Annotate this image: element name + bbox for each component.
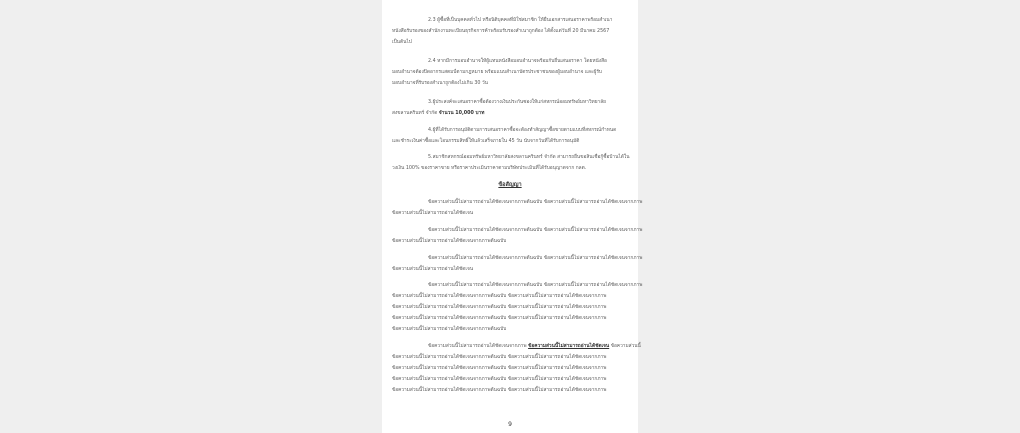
text-line: ข้อความส่วนนี้ไม่สามารถอ่านได้ชัดเจนจากภาพต้นฉบับ ข้อความส่วนนี้ไม่สามารถอ่านได้ชัดเจนจากภาพ xyxy=(392,305,607,310)
paragraph-5 xyxy=(392,152,628,174)
text-line: และชำระเงินค่าซื้อและโอนกรรมสิทธิ์ให้แล้วเสร็จภายใน 45 วัน นับจากวันที่ได้รับการอนุมัติ xyxy=(392,139,580,144)
deposit-amount: จำนวน 10,000 บาท xyxy=(438,111,485,116)
paragraph-9 xyxy=(392,280,643,335)
text-line: ข้อความส่วนนี้ไม่สามารถอ่านได้ชัดเจนจากภาพต้นฉบับ ข้อความส่วนนี้ไม่สามารถอ่านได้ชัดเจนจากภาพ xyxy=(392,388,607,393)
emphasis-span: ข้อความส่วนนี้ไม่สามารถอ่านได้ชัดเจน xyxy=(528,344,610,349)
paragraph-10 xyxy=(392,341,641,396)
paragraph-3 xyxy=(392,97,628,119)
text-line: วงเงิน 100% ของราคาขาย หรือราคาประเมินราคาตามบริษัทประเมินที่ได้รับอนุญาตจาก กลต. xyxy=(392,166,587,171)
document-page xyxy=(382,0,643,433)
text-line xyxy=(392,108,628,119)
text-line: ข้อความส่วนนี้ไม่สามารถอ่านได้ชัดเจนจากภาพต้นฉบับ ข้อความส่วนนี้ไม่สามารถอ่านได้ชัดเจนจากภาพ xyxy=(392,366,607,371)
text-line: ข้อความส่วนนี้ไม่สามารถอ่านได้ชัดเจน xyxy=(392,211,474,216)
paragraph-2-3 xyxy=(392,15,628,48)
paragraph-8 xyxy=(392,253,643,275)
text-span: ข้อความส่วนนี้ไม่สามารถอ่านได้ชัดเจนจากภาพ xyxy=(428,344,527,349)
text-line: ข้อความส่วนนี้ไม่สามารถอ่านได้ชัดเจนจากภาพต้นฉบับ ข้อความส่วนนี้ไม่สามารถอ่านได้ชัดเจนจากภาพ xyxy=(428,283,643,288)
text-line: 5.สมาชิกสหกรณ์ออมทรัพย์มหาวิทยาลัยสงขลานครินทร์ จำกัด สามารถยื่นขอสินเชื่อกู้ซื้อบ้านได้ใน xyxy=(428,155,630,160)
text-line: ข้อความส่วนนี้ไม่สามารถอ่านได้ชัดเจนจากภาพต้นฉบับ ข้อความส่วนนี้ไม่สามารถอ่านได้ชัดเจนจากภาพ xyxy=(428,200,643,205)
paragraph-2-4 xyxy=(392,56,628,89)
text-line: 2.4 หากมีการมอบอำนาจให้ผู้แทนหนังสือมอบอำนาจพร้อมกับยื่นเสนอราคา โดยหนังสือ xyxy=(428,59,607,64)
text-line: ข้อความส่วนนี้ไม่สามารถอ่านได้ชัดเจนจากภาพต้นฉบับ ข้อความส่วนนี้ไม่สามารถอ่านได้ชัดเจนจากภาพ xyxy=(428,256,643,261)
text-line: เป็นต้นไป xyxy=(392,40,412,45)
text-span: ข้อความส่วนนี้ xyxy=(610,344,641,349)
text-line: 3.ผู้ประสงค์จะเสนอราคาซื้อต้องวางเงินประกันซองให้แก่สหกรณ์ออมทรัพย์มหาวิทยาลัย xyxy=(428,100,606,105)
text-line: 4.ผู้ที่ได้รับการอนุมัติตามการเสนอราคาซื้อจะต้องทำสัญญาซื้อขายตามแบบที่สหกรณ์กำหนด xyxy=(428,128,617,133)
text-line: ข้อความส่วนนี้ไม่สามารถอ่านได้ชัดเจน xyxy=(392,267,474,272)
text-line: ข้อความส่วนนี้ไม่สามารถอ่านได้ชัดเจนจากภาพต้นฉบับ ข้อความส่วนนี้ไม่สามารถอ่านได้ชัดเจนจากภาพ xyxy=(392,294,607,299)
text-line: หนังสือรับรองของสำนักงานทะเบียนธุรกิจการค้าพร้อมรับรองสำเนาถูกต้อง ได้ตั้งแต่วันที่ 20 มีนาคม 2567 xyxy=(392,29,610,34)
text-line: ข้อความส่วนนี้ไม่สามารถอ่านได้ชัดเจนจากภาพต้นฉบับ ข้อความส่วนนี้ไม่สามารถอ่านได้ชัดเจนจากภาพ xyxy=(392,377,607,382)
text-line: ข้อความส่วนนี้ไม่สามารถอ่านได้ชัดเจนจากภาพต้นฉบับ ข้อความส่วนนี้ไม่สามารถอ่านได้ชัดเจนจากภาพ xyxy=(392,355,607,360)
paragraph-4 xyxy=(392,125,628,147)
section-heading: ข้อสัญญา xyxy=(498,182,522,188)
text-span: สงขลานครินทร์ จำกัด xyxy=(392,111,438,116)
paragraph-7 xyxy=(392,225,643,247)
text-line xyxy=(392,341,641,352)
text-line: ข้อความส่วนนี้ไม่สามารถอ่านได้ชัดเจนจากภาพต้นฉบับ xyxy=(392,327,507,332)
text-line: มอบอำนาจที่รับรองสำเนาถูกต้องไม่เกิน 30 วัน xyxy=(392,81,488,86)
text-line: มอบอำนาจต้องปิดอากรแสตมป์ตามกฎหมาย พร้อมแนบสำเนาบัตรประชาชนของผู้มอบอำนาจ และผู้รับ xyxy=(392,70,602,75)
text-line: ข้อความส่วนนี้ไม่สามารถอ่านได้ชัดเจนจากภาพต้นฉบับ ข้อความส่วนนี้ไม่สามารถอ่านได้ชัดเจนจากภาพ xyxy=(392,316,607,321)
page-number: 9 xyxy=(508,421,512,428)
text-line: ข้อความส่วนนี้ไม่สามารถอ่านได้ชัดเจนจากภาพต้นฉบับ xyxy=(392,239,507,244)
text-line: ข้อความส่วนนี้ไม่สามารถอ่านได้ชัดเจนจากภาพต้นฉบับ ข้อความส่วนนี้ไม่สามารถอ่านได้ชัดเจนจากภาพ xyxy=(428,228,643,233)
text-line: 2.3 ผู้ซื้อที่เป็นบุคคลทั่วไป หรือนิติบุคคลที่มิใช่สมาชิก ให้ยื่นเอกสารเสนอราคาพร้อมสำเนา xyxy=(428,18,613,23)
paragraph-6 xyxy=(392,197,643,219)
